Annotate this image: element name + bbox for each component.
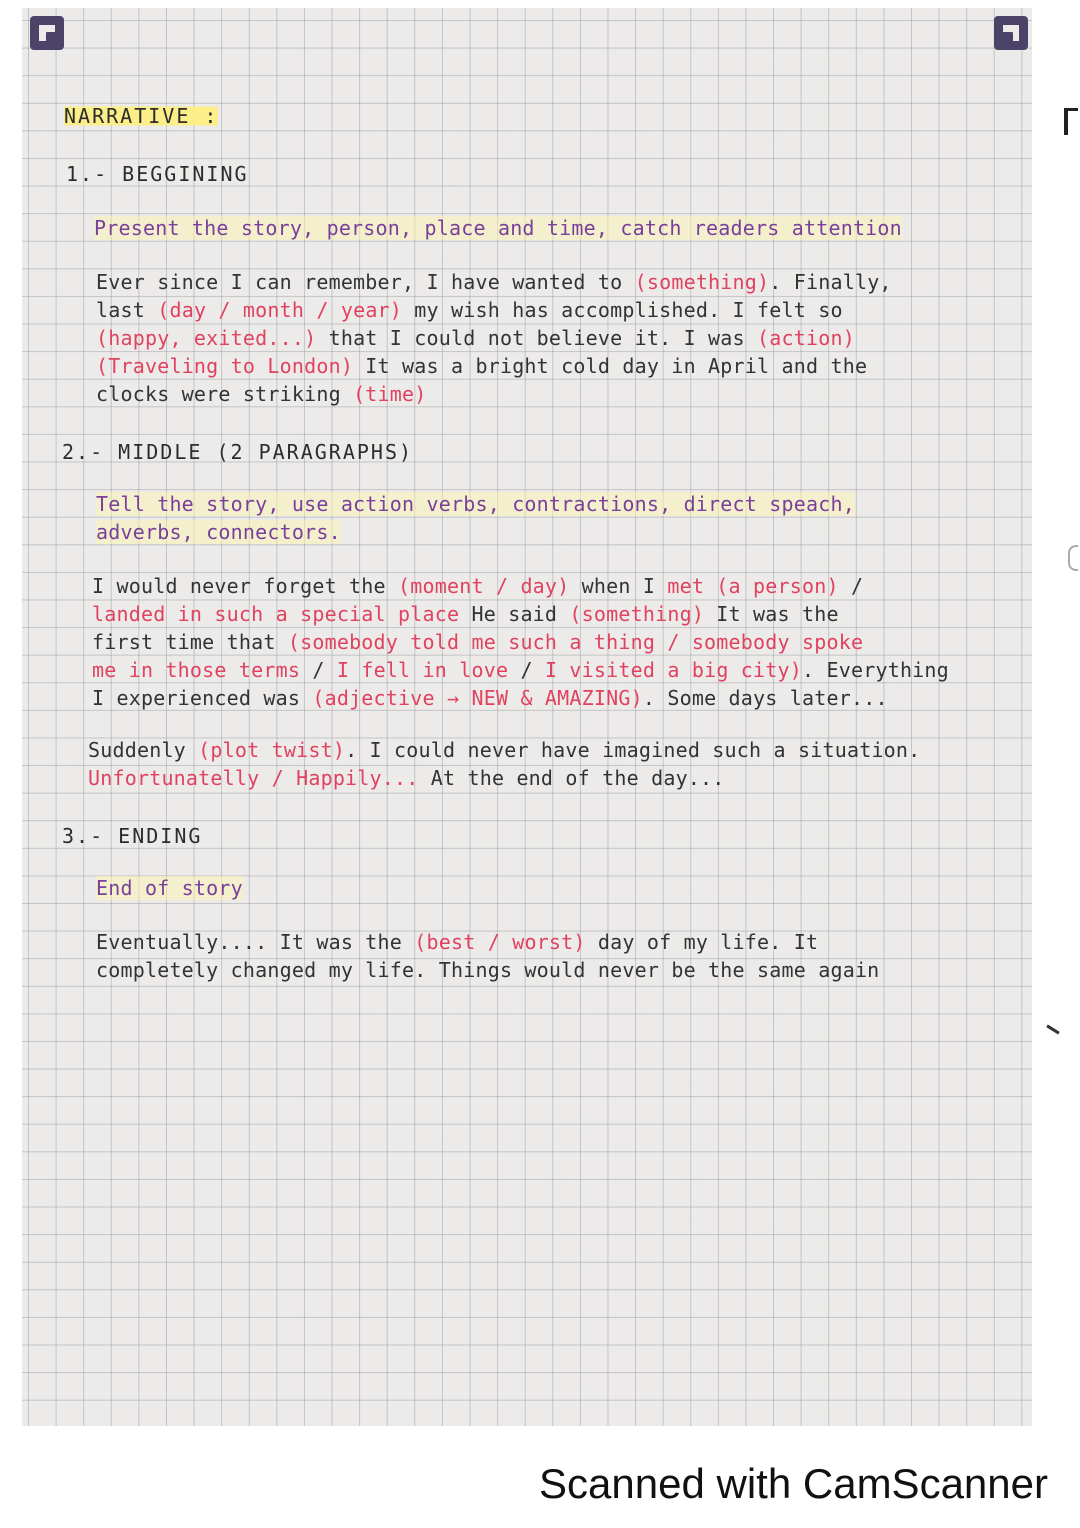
text-line	[92, 658, 949, 682]
placeholder-phrase: (happy, exited...)	[96, 326, 317, 350]
text-line	[92, 574, 863, 598]
placeholder-phrase: me in those terms	[92, 658, 301, 682]
section-instruction-middle-line-2: adverbs, connectors.	[96, 520, 341, 544]
text-phrase: . Everything	[802, 658, 949, 682]
scanner-footer	[0, 1430, 1080, 1528]
text-line	[96, 354, 867, 378]
placeholder-phrase: Unfortunatelly / Happily...	[88, 766, 419, 790]
text-phrase: It was a bright cold day in April and the	[353, 354, 868, 378]
placeholder-phrase: (Traveling to London)	[96, 354, 354, 378]
section-instruction-ending: End of story	[96, 876, 243, 900]
text-phrase: I would never forget the	[92, 574, 399, 598]
text-line	[96, 930, 818, 954]
text-line	[92, 602, 839, 626]
page-title: NARRATIVE :	[64, 104, 219, 128]
text-line	[96, 958, 879, 982]
text-line	[96, 326, 855, 350]
section-instruction-beginning: Present the story, person, place and time, catch readers attention	[94, 216, 902, 240]
text-phrase: day of my life. It	[585, 930, 819, 954]
text-phrase: . Finally,	[769, 270, 892, 294]
placeholder-phrase: (moment / day)	[398, 574, 570, 598]
text-line	[92, 686, 888, 710]
text-phrase: first time that	[92, 630, 288, 654]
placeholder-phrase: (adjective → NEW & AMAZING)	[312, 686, 643, 710]
text-phrase: I experienced was	[92, 686, 313, 710]
text-phrase: Suddenly	[88, 738, 199, 762]
text-phrase: /	[300, 658, 337, 682]
text-line	[92, 630, 863, 654]
section-heading-middle: 2.- MIDDLE (2 PARAGRAPHS)	[62, 440, 414, 464]
placeholder-phrase: landed in such a special place	[92, 602, 460, 626]
placeholder-phrase: I visited a big city)	[544, 658, 803, 682]
placeholder-phrase: met (a person)	[667, 574, 839, 598]
scanner-watermark: Scanned with CamScanner	[539, 1460, 1048, 1507]
text-phrase: At the end of the day...	[418, 766, 725, 790]
text-line	[96, 270, 892, 294]
text-line	[88, 738, 920, 762]
text-line	[88, 766, 725, 790]
text-phrase: Ever since I can remember, I have wanted to	[96, 270, 635, 294]
section-heading-beginning: 1.- BEGGINING	[66, 162, 249, 186]
text-phrase: Eventually.... It was the	[96, 930, 415, 954]
placeholder-phrase: (something)	[569, 602, 705, 626]
text-phrase: my wish has accomplished. I felt so	[402, 298, 843, 322]
text-phrase: . Some days later...	[642, 686, 888, 710]
text-phrase: last	[96, 298, 158, 322]
corner-marker-top-right	[994, 16, 1028, 50]
pen-mark	[1046, 1025, 1059, 1035]
text-phrase: when I	[569, 574, 668, 598]
placeholder-phrase: (action)	[757, 326, 855, 350]
placeholder-phrase: (day / month / year)	[157, 298, 403, 322]
corner-marker-top-left	[30, 16, 64, 50]
placeholder-phrase: (time)	[353, 382, 427, 406]
text-phrase: clocks were striking	[96, 382, 354, 406]
text-line	[96, 382, 427, 406]
placeholder-phrase: (best / worst)	[414, 930, 586, 954]
text-line	[96, 298, 843, 322]
text-phrase: completely changed my life. Things would never be the same again	[96, 958, 880, 982]
text-phrase: /	[838, 574, 864, 598]
text-phrase: It was the	[704, 602, 839, 626]
page-edge-curve	[1068, 545, 1078, 571]
placeholder-phrase: (something)	[634, 270, 770, 294]
section-instruction-middle-line-1: Tell the story, use action verbs, contractions, direct speach,	[96, 492, 855, 516]
placeholder-phrase: (plot twist)	[198, 738, 346, 762]
text-phrase: that I could not believe it. I was	[316, 326, 758, 350]
text-phrase: . I could never have imagined such a situation.	[345, 738, 921, 762]
text-phrase: /	[508, 658, 545, 682]
placeholder-phrase: I fell in love	[336, 658, 509, 682]
page-edge-mark	[1064, 108, 1078, 135]
text-phrase: He said	[459, 602, 570, 626]
placeholder-phrase: (somebody told me such a thing / somebody spoke	[287, 630, 864, 654]
section-heading-ending: 3.- ENDING	[62, 824, 203, 848]
